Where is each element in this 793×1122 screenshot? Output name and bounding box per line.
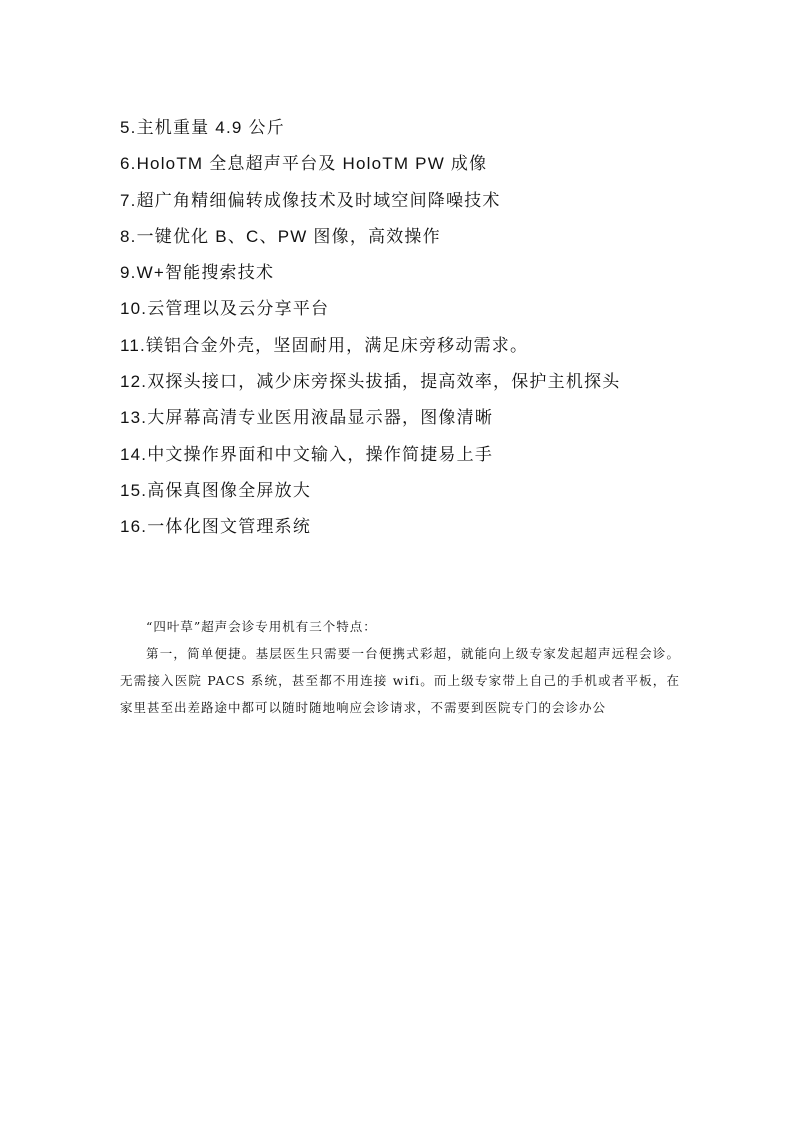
feature-list	[120, 113, 720, 549]
list-item: 11.镁铝合金外壳，坚固耐用，满足床旁移动需求。	[120, 335, 529, 355]
list-item: 16.一体化图文管理系统	[120, 517, 312, 537]
section-paragraph: 第一，简单便捷。基层医生只需要一台便携式彩超，就能向上级专家发起超声远程会诊。无需接入医院 PACS 系统，甚至都不用连接 wifi。而上级专家带上自己的手机或者平板，在家里甚至出差路途中都可以随时随地响应会诊请求，不需要到医院专门的会诊办公	[120, 646, 680, 715]
section-intro: “四叶草”超声会诊专用机有三个特点：	[146, 619, 377, 634]
list-item: 6.HoloTM 全息超声平台及 HoloTM PW 成像	[120, 154, 488, 174]
list-item: 10.云管理以及云分享平台	[120, 299, 330, 319]
list-item: 7.超广角精细偏转成像技术及时域空间降噪技术	[120, 190, 501, 210]
list-item: 5.主机重量 4.9 公斤	[120, 118, 285, 137]
list-item: 13.大屏幕高清专业医用液晶显示器，图像清晰	[120, 408, 494, 428]
list-item: 15.高保真图像全屏放大	[120, 480, 312, 500]
list-item: 8.一键优化 B、C、PW 图像，高效操作	[120, 226, 441, 246]
list-item: 12.双探头接口，减少床旁探头拔插，提高效率，保护主机探头	[120, 372, 621, 392]
list-item: 9.W+智能搜索技术	[120, 263, 275, 283]
list-item: 14.中文操作界面和中文输入，操作简捷易上手	[120, 444, 494, 464]
features-section	[120, 616, 680, 721]
